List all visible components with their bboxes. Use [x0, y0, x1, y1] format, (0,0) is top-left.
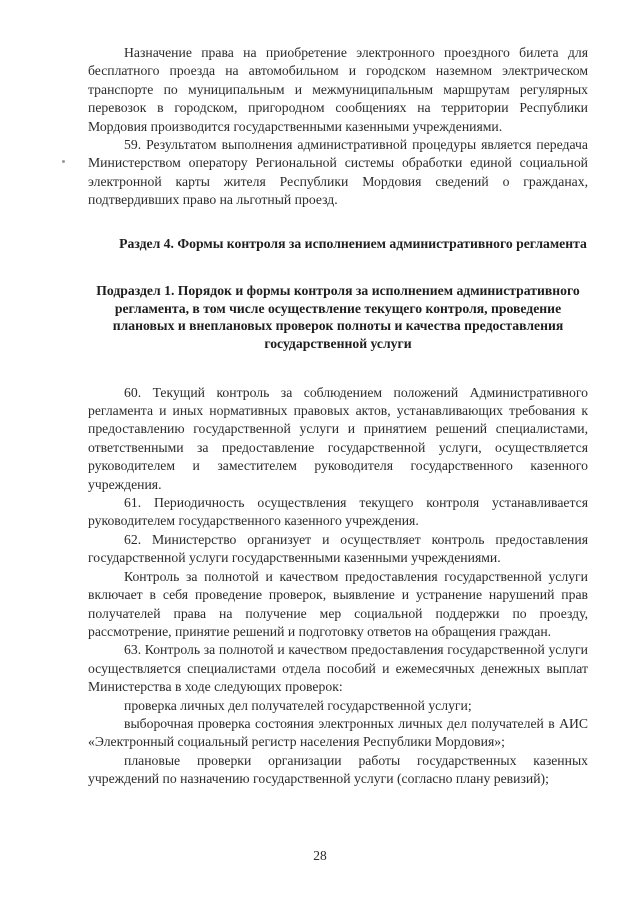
subsection-heading: Подраздел 1. Порядок и формы контроля за исполнением административного регламента, в том числе осуществление текущего контроля, проведение плановых и внеплановых проверок полноты и качества предоставления государственной услуги [96, 283, 580, 352]
paragraph-60: 60. Текущий контроль за соблюдением положений Административного регламента и иных нормативных правовых актов, устанавливающих требования к предоставлению государственной услуги и принятием решений специалистами, ответственными за предоставление государственной услуги, осуществляется руководителем и заместителем руководителя государственного казенного учреждения. [88, 384, 588, 492]
paragraph-62: 62. Министерство организует и осуществляет контроль предоставления государственной услуги государственными казенными учреждениями. [88, 531, 588, 566]
paragraph-assignment: Назначение права на приобретение электронного проездного билета для бесплатного проезда на автомобильном и городском наземном электрическом транспорте по муниципальным и межмуниципальным маршрутам регулярных перевозок в городском, пригородном сообщениях на территории Республики Мордовия производится государственными казенными учреждениями. [88, 45, 588, 134]
page-number: 28 [313, 848, 327, 863]
section-heading: Раздел 4. Формы контроля за исполнением административного регламента [119, 235, 587, 251]
paragraph-control-scope: Контроль за полнотой и качеством предоставления государственной услуги включает в себя проведение проверок, выявление и устранение нарушений прав получателей права на получение мер социальной поддержки по проезду, рассмотрение, принятие решений и подготовку ответов на обращения граждан. [88, 568, 588, 639]
list-item-electronic-files-check: выборочная проверка состояния электронных личных дел получателей в АИС «Электронный социальный регистр населения Республики Мордовия»; [88, 715, 588, 750]
scan-speck [62, 160, 65, 163]
paragraph-59: 59. Результатом выполнения административной процедуры является передача Министерством оператору Региональной системы обработки единой социальной электронной карты жителя Республики Мордовия сведений о гражданах, подтвердивших право на льготный проезд. [88, 137, 588, 208]
list-item-planned-inspections: плановые проверки организации работы государственных казенных учреждений по назначению государственной услуги (согласно плану ревизий); [88, 752, 588, 787]
paragraph-63: 63. Контроль за полнотой и качеством предоставления государственной услуги осуществляется специалистами отдела пособий и ежемесячных денежных выплат Министерства в ходе следующих проверок: [88, 642, 588, 695]
document-page [88, 44, 588, 789]
list-item-personal-files-check: проверка личных дел получателей государственной услуги; [124, 697, 472, 713]
paragraph-61: 61. Периодичность осуществления текущего контроля устанавливается руководителем государственного казенного учреждения. [88, 495, 588, 529]
